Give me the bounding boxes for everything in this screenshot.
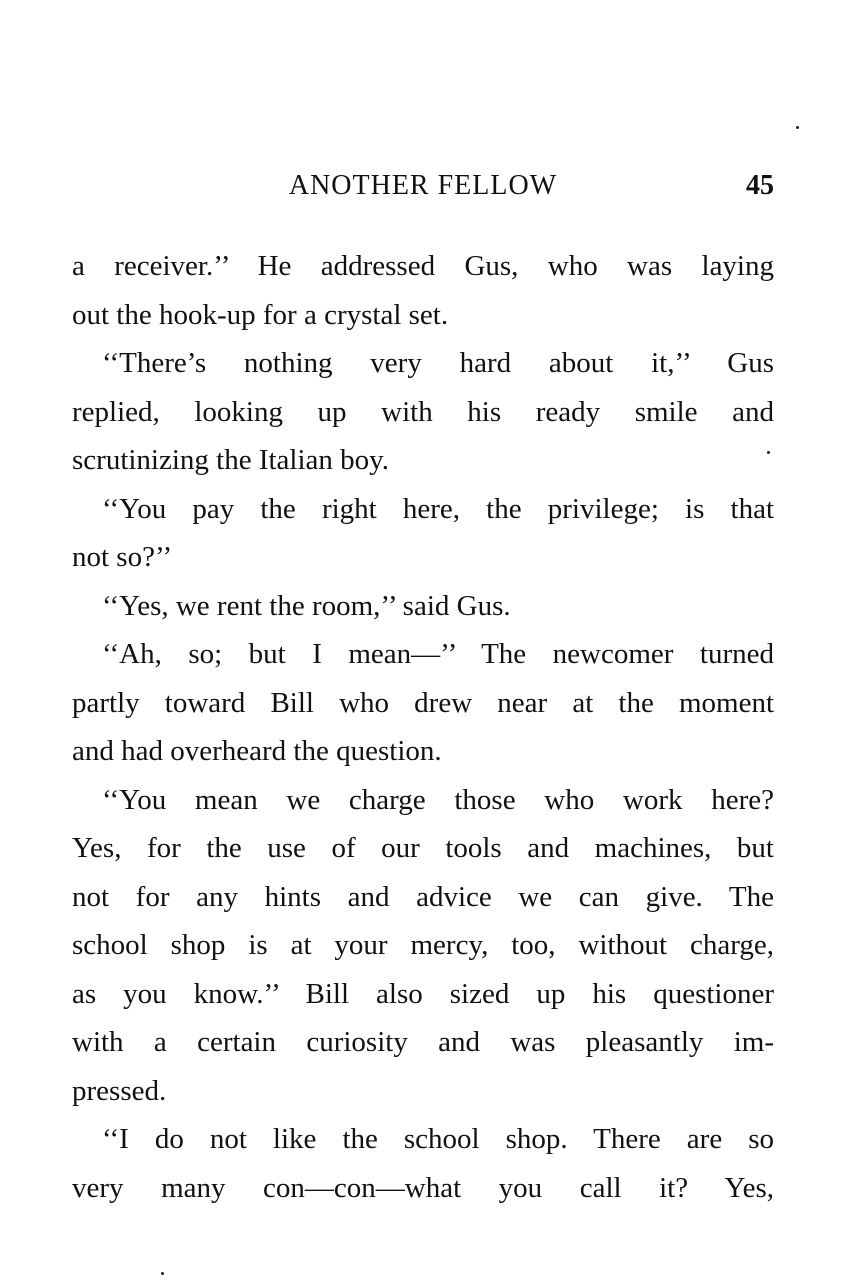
body-text: [72, 242, 774, 1212]
text-line: as you know.’’ Bill also sized up his questioner: [72, 977, 774, 1010]
running-title: ANOTHER FELLOW: [288, 170, 558, 201]
running-head: [72, 170, 774, 210]
print-speck: [161, 1272, 164, 1275]
text-line: Yes, for the use of our tools and machines, but: [72, 832, 774, 864]
text-line: ‘‘I do not like the school shop. There are so: [102, 1123, 774, 1155]
text-line: ‘‘Ah, so; but I mean—’’ The newcomer turned: [102, 638, 774, 670]
text-line: pressed.: [72, 1074, 167, 1107]
text-line: not so?’’: [72, 541, 173, 573]
text-line: a receiver.’’ He addressed Gus, who was laying: [72, 250, 774, 282]
text-line: school shop is at your mercy, too, without charge,: [72, 929, 774, 961]
text-line: scrutinizing the Italian boy.: [72, 444, 390, 476]
text-line: with a certain curiosity and was pleasantly im-: [72, 1026, 774, 1058]
text-line: ‘‘Yes, we rent the room,’’ said Gus.: [102, 589, 511, 622]
print-speck: [767, 451, 770, 454]
text-line: partly toward Bill who drew near at the moment: [72, 686, 774, 719]
page-number: 45: [746, 170, 774, 201]
print-speck: [796, 126, 799, 129]
text-line: very many con—con—what you call it? Yes,: [72, 1171, 774, 1204]
text-line: ‘‘You mean we charge those who work here?: [102, 783, 774, 816]
text-line: not for any hints and advice we can give. The: [72, 880, 774, 913]
text-line: out the hook-up for a crystal set.: [72, 298, 449, 331]
text-line: ‘‘There’s nothing very hard about it,’’ Gus: [102, 347, 774, 379]
text-line: replied, looking up with his ready smile and: [72, 395, 774, 428]
text-line: ‘‘You pay the right here, the privilege; is that: [102, 492, 774, 525]
text-line: and had overheard the question.: [72, 735, 442, 767]
